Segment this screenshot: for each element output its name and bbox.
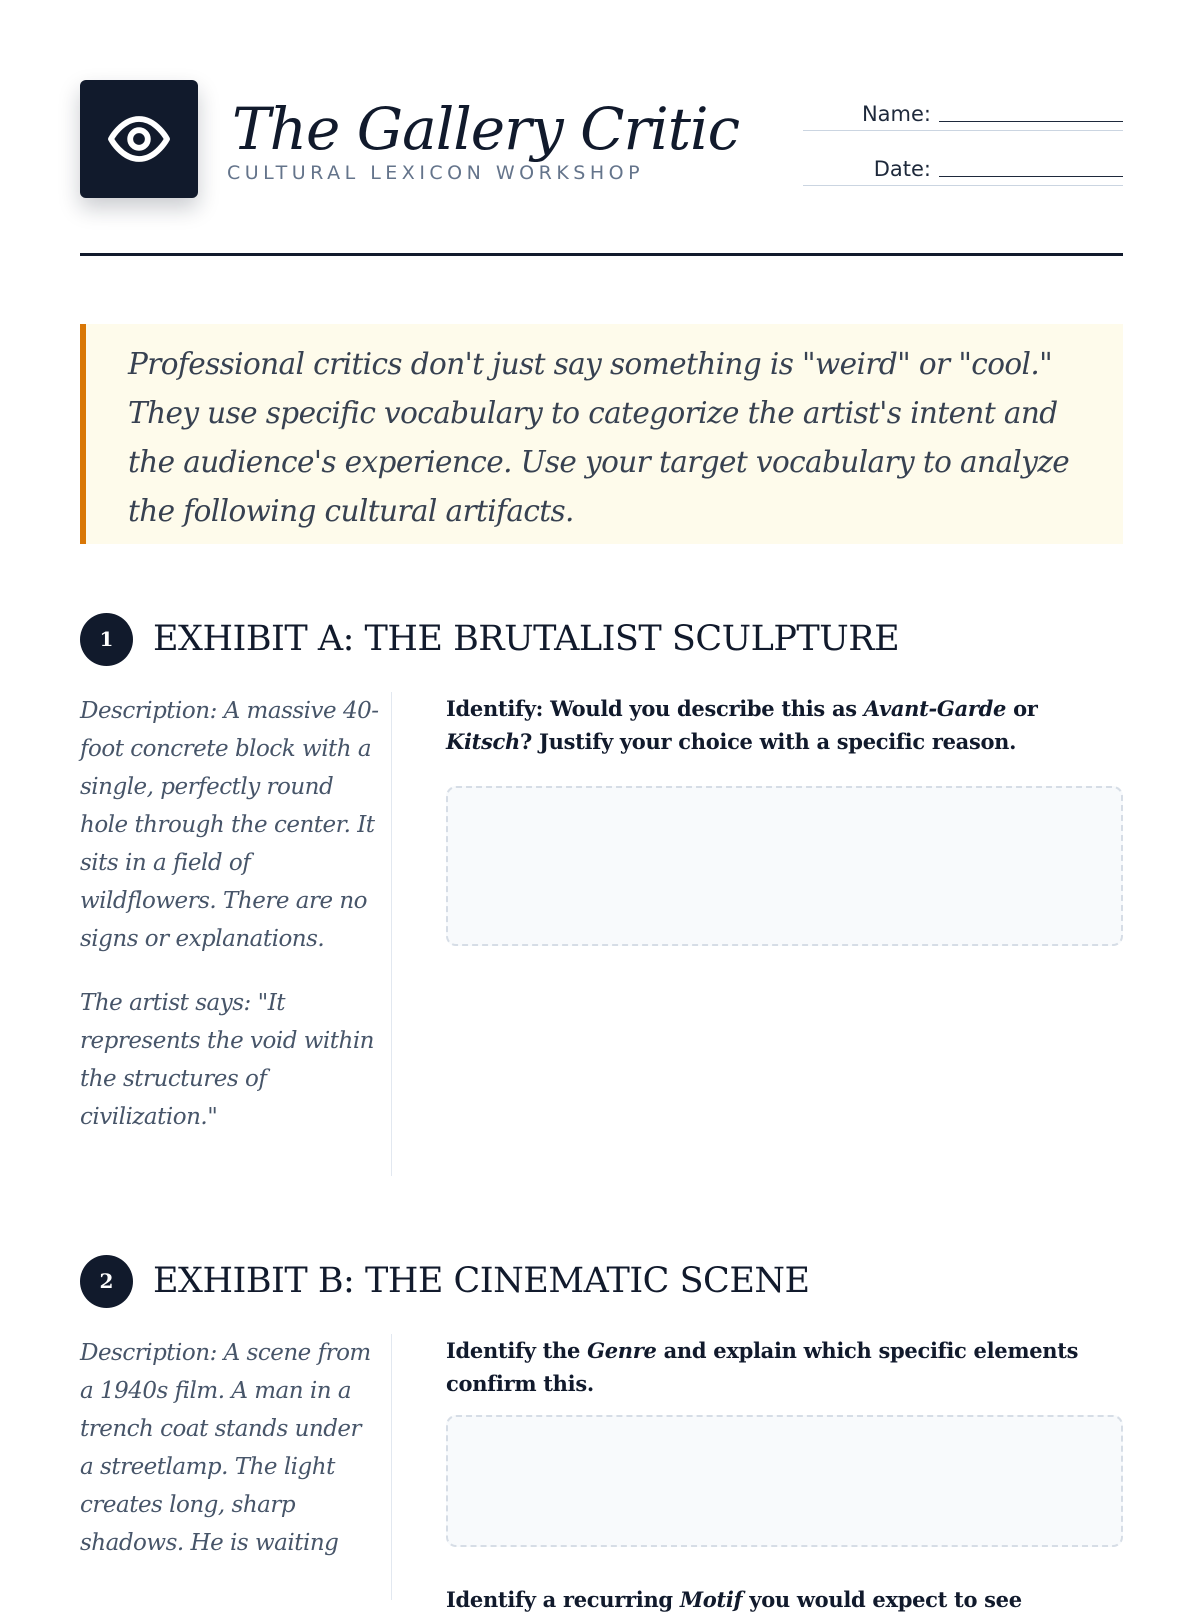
date-field[interactable] xyxy=(803,133,1123,186)
logo-badge xyxy=(80,80,198,198)
name-label: Name: xyxy=(861,102,931,126)
section-number-badge: 2 xyxy=(80,1255,133,1308)
eye-icon xyxy=(107,107,171,171)
intro-text: Professional critics don't just say something is "weird" or "cool." They use specific vocabulary to categorize the artist's intent and the audience's experience. Use your target vocabulary to analyze the following cultural artifacts. xyxy=(128,347,1070,528)
header-divider xyxy=(80,253,1123,256)
prompt-text: or xyxy=(1006,696,1038,721)
exhibit-b-answer-box[interactable] xyxy=(446,1415,1123,1547)
name-blank-line[interactable] xyxy=(939,121,1123,122)
prompt-text: Identify a recurring xyxy=(446,1587,680,1612)
exhibit-a-title: EXHIBIT A: THE BRUTALIST SCULPTURE xyxy=(153,619,900,659)
exhibit-a-answer-box[interactable] xyxy=(446,786,1123,946)
prompt-text: Identify: Would you describe this as xyxy=(446,696,864,721)
vocab-term: Motif xyxy=(679,1587,743,1612)
exhibit-a-header xyxy=(80,612,899,666)
exhibit-a-description-column xyxy=(80,692,392,1176)
prompt-text: you would expect to see xyxy=(742,1587,1022,1612)
exhibit-b-description: Description: A scene from a 1940s film. A man in a trench coat stands under a streetlamp. The light creates long, sharp shadows. He is waiting xyxy=(80,1340,371,1556)
vocab-term: Kitsch xyxy=(446,729,521,754)
name-field[interactable] xyxy=(803,78,1123,131)
vocab-term: Avant-Garde xyxy=(863,696,1007,721)
page-subtitle: CULTURAL LEXICON WORKSHOP xyxy=(227,162,645,184)
date-blank-line[interactable] xyxy=(939,176,1123,177)
exhibit-b-title: EXHIBIT B: THE CINEMATIC SCENE xyxy=(153,1261,810,1301)
prompt-text: ? Justify your choice with a specific reason. xyxy=(520,729,1017,754)
date-label: Date: xyxy=(873,157,931,181)
intro-callout xyxy=(80,324,1123,544)
exhibit-a-description: Description: A massive 40-foot concrete block with a single, perfectly round hole through the center. It sits in a field of wildflowers. There are no signs or explanations. xyxy=(80,698,379,952)
exhibit-b-header xyxy=(80,1254,810,1308)
page-title: The Gallery Critic xyxy=(232,95,740,163)
exhibit-a-quote: The artist says: "It represents the void within the structures of civilization." xyxy=(80,990,374,1130)
vocab-term: Genre xyxy=(587,1338,657,1363)
exhibit-b-prompt xyxy=(446,1334,1106,1400)
exhibit-a-prompt xyxy=(446,692,1106,758)
exhibit-b-description-column xyxy=(80,1334,392,1600)
section-number-badge: 1 xyxy=(80,613,133,666)
prompt-text: Identify the xyxy=(446,1338,588,1363)
prompt-text: and explain which specific elements confirm this. xyxy=(446,1338,1079,1396)
